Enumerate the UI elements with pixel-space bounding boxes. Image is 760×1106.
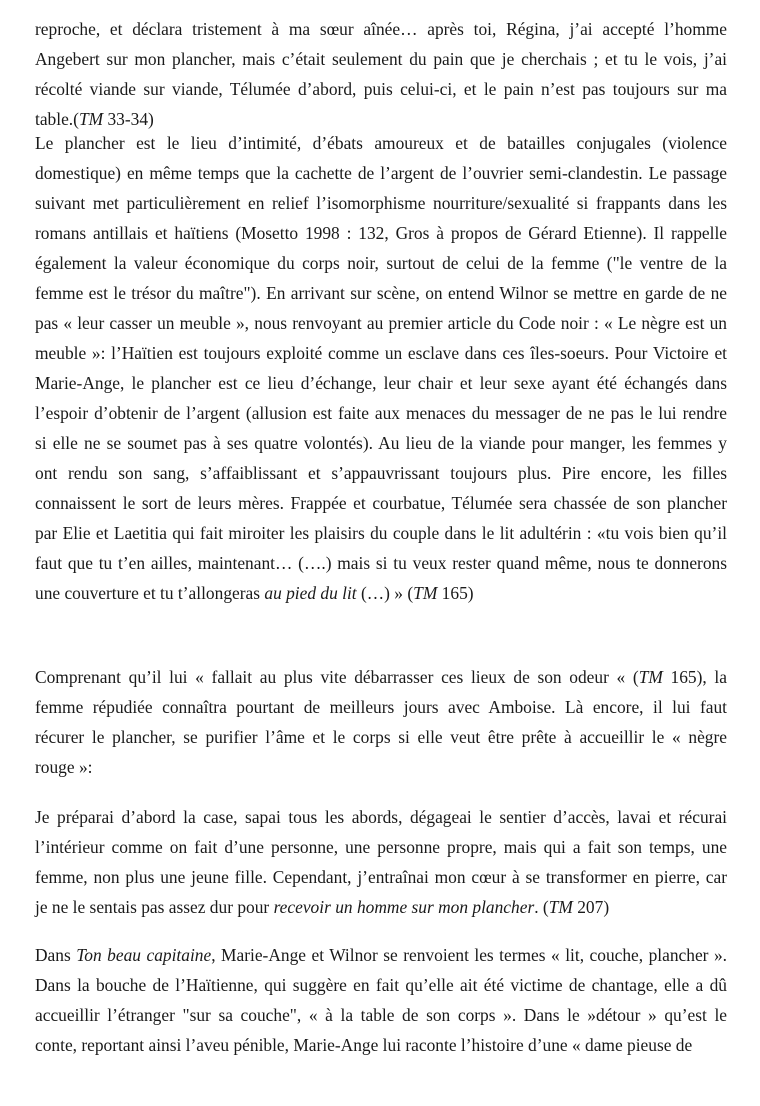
text-line — [35, 278, 727, 308]
text-run: l’intérieur comme on fait d’une personne, une personne propre, mais qui a fait son temps, une — [35, 837, 727, 857]
text-run: 207) — [572, 897, 610, 917]
text-run: pas « leur casser un meuble », nous renvoyant au premier article du Code noir : « Le nègre est un — [35, 313, 727, 333]
text-run: Je préparai d’abord la case, sapai tous les abords, dégageai le sentier d’accès, lavai et récurai — [35, 807, 727, 827]
text-line — [35, 548, 727, 578]
italic-text: TM — [78, 109, 104, 129]
text-line — [35, 188, 727, 218]
text-line — [35, 518, 727, 548]
text-line — [35, 398, 727, 428]
text-line — [35, 308, 727, 338]
text-line — [35, 74, 727, 104]
text-run: Dans — [35, 945, 77, 965]
text-line — [35, 338, 727, 368]
text-run: je ne le sentais pas assez dur pour — [35, 897, 274, 917]
block-quote-telumee-2 — [35, 802, 727, 922]
paragraph-comprenant — [35, 662, 727, 782]
text-line — [35, 802, 727, 832]
text-run: . ( — [534, 897, 549, 917]
text-run: conte, reportant ainsi l’aveu pénible, Marie-Ange lui raconte l’histoire d’une « dame pieuse de — [35, 1035, 693, 1055]
text-line — [35, 970, 727, 1000]
text-line — [35, 940, 727, 970]
text-run: récolté viande sur viande, Télumée d’abord, puis celui-ci, et le pain n’est pas toujours sur ma — [35, 79, 727, 99]
text-run: table.( — [35, 109, 79, 129]
text-line — [35, 488, 727, 518]
text-run: l’espoir d’obtenir de l’argent (allusion est faite aux menaces du messager de ne pas le lui rendre — [35, 403, 727, 423]
text-run: femme, non plus une jeune fille. Cependant, j’entraînai mon cœur à se transformer en pierre, car — [35, 867, 727, 887]
italic-text: au pied du lit — [264, 583, 357, 603]
paragraph-plancher — [35, 128, 727, 608]
text-run: également la valeur économique du corps noir, surtout de celui de la femme ("le ventre de la — [35, 253, 727, 273]
text-line — [35, 458, 727, 488]
text-line — [35, 158, 727, 188]
text-run: femme est le trésor du maître"). En arrivant sur scène, on entend Wilnor se mettre en garde de ne — [35, 283, 727, 303]
text-line — [35, 1030, 727, 1060]
text-line — [35, 832, 727, 862]
text-run: reproche, et déclara tristement à ma sœur aînée… après toi, Régina, j’ai accepté l’homme — [35, 19, 727, 39]
text-run: 33-34) — [103, 109, 154, 129]
text-line — [35, 862, 727, 892]
text-run: femme répudiée connaîtra pourtant de meilleurs jours avec Amboise. Là encore, il lui faut — [35, 697, 727, 717]
text-run: (…) » ( — [356, 583, 414, 603]
text-run: 165) — [437, 583, 474, 603]
text-line — [35, 218, 727, 248]
text-line — [35, 1000, 727, 1030]
italic-text: Ton beau capitaine — [76, 945, 212, 965]
text-run: suivant met particulièrement en relief l’isomorphisme nourriture/sexualité si frappants dans les — [35, 193, 727, 213]
text-line — [35, 722, 727, 752]
text-run: si elle ne se soumet pas à ses quatre volontés). Au lieu de la viande pour manger, les femmes y — [35, 433, 727, 453]
text-run: Marie-Ange, le plancher est ce lieu d’échange, leur chair et leur sexe ayant été échangés dans — [35, 373, 727, 393]
text-run: meuble »: l’Haïtien est toujours exploité comme un esclave dans ces îles-soeurs. Pour Victoire et — [35, 343, 727, 363]
text-run: rouge »: — [35, 757, 93, 777]
text-run: connaissent le sort de leurs mères. Frappée et courbatue, Télumée sera chassée de son plancher — [35, 493, 727, 513]
text-line — [35, 662, 727, 692]
text-line — [35, 44, 727, 74]
italic-text: recevoir un homme sur mon plancher — [273, 897, 535, 917]
text-line — [35, 752, 727, 782]
text-line — [35, 692, 727, 722]
text-line — [35, 14, 727, 44]
text-run: accueillir l’étranger "sur sa couche", « à la table de son corps ». Dans le »détour » qu’est le — [35, 1005, 727, 1025]
text-run: , Marie-Ange et Wilnor se renvoient les termes « lit, couche, plancher ». — [211, 945, 727, 965]
italic-text: TM — [413, 583, 438, 603]
italic-text: TM — [548, 897, 573, 917]
paragraph-ton-beau-capitaine — [35, 940, 727, 1060]
block-quote-telumee-1 — [35, 14, 727, 134]
text-run: récurer le plancher, se purifier l’âme et le corps si elle veut être prête à accueillir le « nègre — [35, 727, 727, 747]
text-line — [35, 368, 727, 398]
text-run: Angebert sur mon plancher, mais c’était seulement du pain que je cherchais ; et tu le vois, j’ai — [35, 49, 727, 69]
text-run: romans antillais et haïtiens (Mosetto 1998 : 132, Gros à propos de Gérard Etienne). Il rappelle — [35, 223, 727, 243]
text-line — [35, 892, 727, 922]
text-run: domestique) en même temps que la cachette de l’argent de l’ouvrier semi-clandestin. Le passage — [35, 163, 727, 183]
text-line — [35, 248, 727, 278]
text-run: par Elie et Laetitia qui fait miroiter les plaisirs du couple dans le lit adultérin : «tu vois bien qu’il — [35, 523, 727, 543]
text-run: faut que tu t’en ailles, maintenant… (….) mais si tu veux rester quand même, nous te donnerons — [35, 553, 727, 573]
text-run: Le plancher est le lieu d’intimité, d’ébats amoureux et de batailles conjugales (violence — [35, 133, 727, 153]
text-run: 165), la — [662, 667, 727, 687]
text-line — [35, 128, 727, 158]
italic-text: TM — [638, 667, 663, 687]
text-line — [35, 428, 727, 458]
text-line — [35, 578, 727, 608]
text-run: ont rendu son sang, s’affaiblissant et s’appauvrissant toujours plus. Pire encore, les filles — [35, 463, 727, 483]
text-run: Comprenant qu’il lui « fallait au plus vite débarrasser ces lieux de son odeur « ( — [35, 667, 639, 687]
text-run: Dans la bouche de l’Haïtienne, qui suggère en fait qu’elle ait été victime de chantage, elle a dû — [35, 975, 727, 995]
text-run: une couverture et tu t’allongeras — [35, 583, 265, 603]
